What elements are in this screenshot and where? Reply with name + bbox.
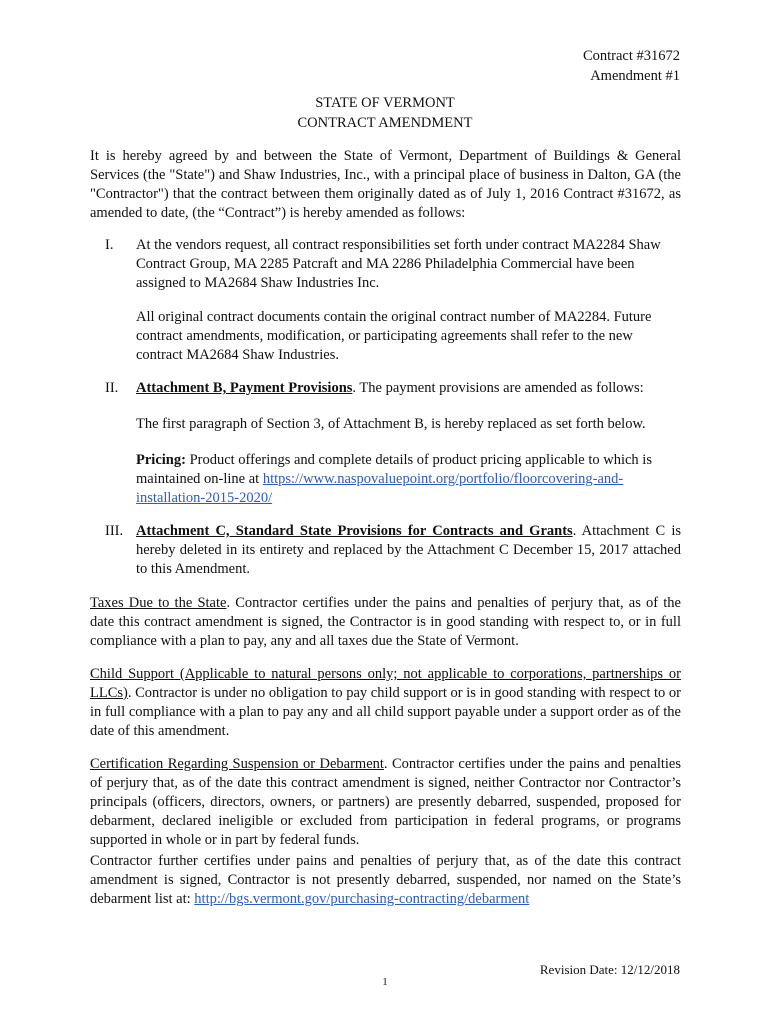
title-line-1: STATE OF VERMONT (315, 95, 455, 111)
taxes-heading: Taxes Due to the State (90, 595, 227, 611)
contract-number: Contract #31672 (582, 48, 680, 64)
revision-date: Revision Date: 12/12/2018 (539, 962, 680, 977)
certification-heading: Certification Regarding Suspension or Debarment (90, 756, 384, 772)
pricing-label: Pricing: (136, 452, 186, 468)
section-3-paragraph (136, 522, 681, 579)
child-support-paragraph (90, 665, 681, 741)
page-number: 1 (382, 976, 388, 988)
taxes-text: . Contractor certifies under the pains and penalties of perjury that, as of the date this contract amendment is signed, the Contractor is in good standing with respect to, or in full compliance with a plan to pay, any and all taxes due the State of Vermont. (90, 595, 681, 649)
amendment-number: Amendment #1 (590, 68, 680, 84)
debarment-link[interactable]: http://bgs.vermont.gov/purchasing-contracting/debarment (194, 891, 530, 907)
section-2-heading-rest: . The payment provisions are amended as follows: (352, 380, 644, 396)
certification-text: . Contractor certifies under the pains and penalties of perjury that, as of the date this contract amendment is signed, neither Contractor nor Contractor’s principals (officers, directors, owners, or partners) are presently debarred, suspended, proposed for debarment, declared ineligible or excluded from participation in federal programs, or programs supported in whole or in part by federal funds. (90, 756, 681, 848)
intro-paragraph: It is hereby agreed by and between the State of Vermont, Department of Buildings & General Services (the "State") and Shaw Industries, Inc., with a principal place of business in Dalton, GA (the "Contractor") that the contract between them originally dated as of July 1, 2016 Contract #31672, as amended to date, (the “Contract”) is hereby amended as follows: (90, 148, 681, 221)
section-3-heading: Attachment C, Standard State Provisions for Contracts and Grants (136, 523, 573, 539)
section-2-heading: Attachment B, Payment Provisions (136, 380, 353, 396)
taxes-paragraph (90, 594, 681, 651)
section-3-numeral: III. (105, 523, 124, 539)
section-2-para-1: The first paragraph of Section 3, of Attachment B, is hereby replaced as set forth below. (136, 416, 646, 432)
document-title (0, 93, 770, 133)
pricing-paragraph (136, 451, 681, 508)
child-support-heading: Child Support (Applicable to natural persons only; not applicable to corporations, partnerships or LLCs) (90, 666, 681, 701)
debarment-paragraph (90, 852, 681, 909)
certification-paragraph (90, 755, 681, 850)
section-3-text: . Attachment C is hereby deleted in its entirety and replaced by the Attachment C December 15, 2017 attached to this Amendment. (136, 523, 682, 577)
child-support-text: . Contractor is under no obligation to pay child support or is in good standing with respect to or in full compliance with a plan to pay any and all child support payable under a support order as of the date of this amendment. (90, 685, 681, 739)
title-line-2: CONTRACT AMENDMENT (297, 115, 473, 131)
section-1-numeral: I. (105, 237, 114, 253)
section-1-para-1: At the vendors request, all contract responsibilities set forth under contract MA2284 Shaw Contract Group, MA 2285 Patcraft and MA 2286 Philadelphia Commercial have been assigned to MA2684 Shaw Industries Inc. (136, 237, 661, 291)
section-1-para-2: All original contract documents contain the original contract number of MA2284. Future contract amendments, modification, or participating agreements shall refer to the new contract MA2684 Shaw Industries. (136, 309, 652, 363)
pricing-text: Product offerings and complete details of product pricing applicable to which is maintained on-line at (136, 452, 652, 487)
section-2-numeral: II. (105, 380, 119, 396)
section-2-heading-line (136, 379, 681, 398)
pricing-link[interactable]: https://www.naspovaluepoint.org/portfolio/floorcovering-and-installation-2015-2020/ (136, 471, 624, 506)
contract-header (583, 46, 680, 86)
debarment-text: Contractor further certifies under pains and penalties of perjury that, as of the date this contract amendment is signed, Contractor is not presently debarred, suspended, nor named on the State’s debarment list at: (90, 853, 681, 907)
